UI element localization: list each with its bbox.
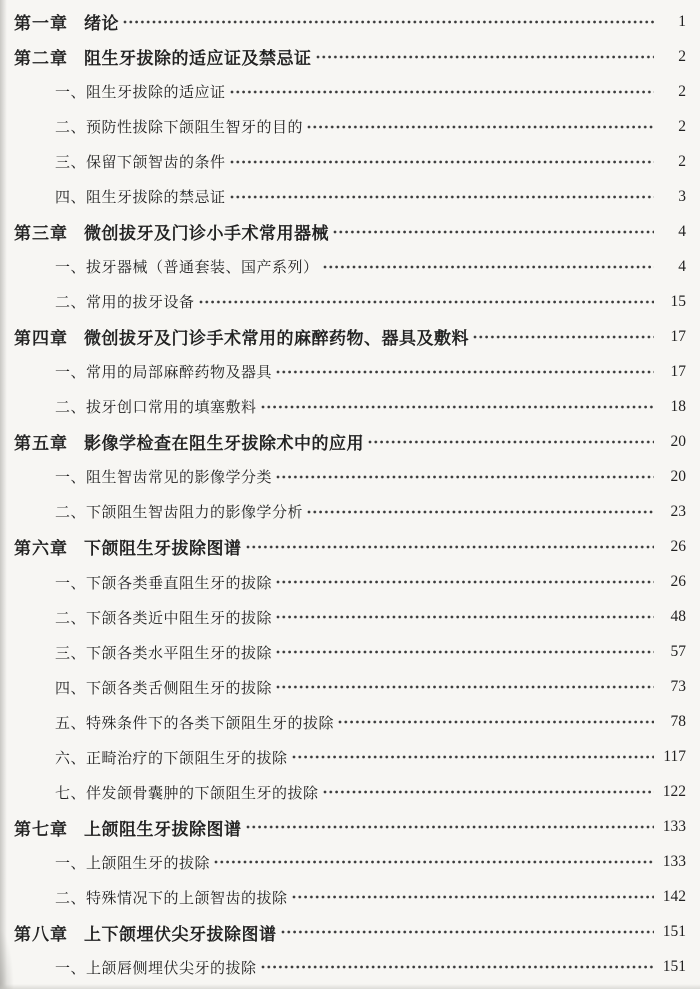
toc-entry: [14, 354, 686, 389]
entry-title: 微创拔牙及门诊手术常用的麻醉药物、器具及敷料: [84, 329, 469, 349]
dot-leader: [307, 510, 654, 514]
dot-leader: [316, 55, 655, 59]
page-number: 2: [678, 152, 686, 170]
entry-title: 一、上颌阻生牙的拔除: [55, 855, 211, 872]
page-number: 17: [670, 327, 686, 345]
dot-leader: [230, 160, 654, 164]
page-number: 26: [670, 573, 686, 591]
dot-leader: [323, 265, 654, 269]
page-number: 1: [678, 12, 686, 30]
entry-title: 二、特殊情况下的上颌智齿的拔除: [55, 890, 288, 907]
entry-title: 五、特殊条件下的各类下颌阻生牙的拔除: [55, 715, 335, 732]
page-number: 151: [662, 923, 686, 941]
page-number: 73: [670, 678, 686, 696]
chapter-number: 第六章: [14, 539, 68, 559]
page-number: 17: [670, 362, 686, 380]
toc-entry: [14, 424, 686, 459]
page-number: 18: [670, 397, 686, 415]
dot-leader: [261, 405, 654, 409]
entry-title: 一、常用的局部麻醉药物及器具: [55, 365, 273, 382]
page-number: 133: [662, 818, 686, 836]
dot-leader: [246, 825, 655, 829]
chapter-number: 第一章: [14, 14, 68, 34]
chapter-number: 第五章: [14, 434, 68, 454]
entry-title: 影像学检查在阻生牙拔除术中的应用: [84, 434, 364, 454]
chapter-number: 第八章: [14, 924, 68, 944]
toc-entry: [14, 284, 686, 319]
dot-leader: [246, 545, 655, 549]
toc-entry: [14, 600, 686, 635]
dot-leader: [230, 90, 654, 94]
entry-title: 一、下颌各类垂直阻生牙的拔除: [55, 575, 273, 592]
dot-leader: [123, 20, 654, 24]
dot-leader: [338, 720, 654, 724]
entry-title: 一、阻生智齿常见的影像学分类: [55, 470, 273, 487]
entry-title: 六、正畸治疗的下颌阻生牙的拔除: [55, 750, 288, 767]
dot-leader: [281, 930, 655, 934]
entry-title: 上颌阻生牙拔除图谱: [84, 819, 242, 839]
page-number: 48: [670, 608, 686, 626]
page-number: 4: [678, 257, 686, 275]
dot-leader: [292, 895, 654, 899]
page-number: 2: [678, 47, 686, 65]
page-number: 122: [662, 783, 686, 801]
toc-entry: [14, 810, 686, 845]
toc-entry: [14, 705, 686, 740]
dot-leader: [368, 440, 654, 444]
dot-leader: [276, 475, 654, 479]
toc-entry: [14, 39, 686, 74]
toc-entry: [14, 74, 686, 109]
entry-title: 三、下颌各类水平阻生牙的拔除: [55, 645, 273, 662]
entry-title: 四、下颌各类舌侧阻生牙的拔除: [55, 680, 273, 697]
toc-entry: [14, 845, 686, 880]
toc-entry: [14, 635, 686, 670]
entry-title: 二、下颌阻生智齿阻力的影像学分析: [55, 505, 304, 522]
entry-title: 二、常用的拔牙设备: [55, 295, 195, 312]
entry-title: 绪论: [84, 14, 119, 34]
chapter-number: 第四章: [14, 329, 68, 349]
toc-entry: [14, 880, 686, 915]
page-number: 2: [678, 82, 686, 100]
dot-leader: [230, 195, 654, 199]
dot-leader: [261, 965, 654, 969]
page-number: 15: [670, 292, 686, 310]
toc-entry: [14, 459, 686, 494]
dot-leader: [333, 230, 654, 234]
dot-leader: [214, 860, 654, 864]
entry-title: 四、阻生牙拔除的禁忌证: [55, 190, 226, 207]
page-number: 117: [663, 748, 686, 766]
page-number: 20: [670, 432, 686, 450]
dot-leader: [292, 755, 654, 759]
dot-leader: [276, 615, 654, 619]
chapter-number: 第二章: [14, 49, 68, 69]
entry-title: 下颌阻生牙拔除图谱: [84, 539, 242, 559]
dot-leader: [323, 790, 654, 794]
toc-entry: [14, 565, 686, 600]
dot-leader: [276, 370, 654, 374]
entry-title: 二、预防性拔除下颌阻生智牙的目的: [55, 120, 304, 137]
toc-entry: [14, 109, 686, 144]
toc-entry: [14, 319, 686, 354]
chapter-number: 第三章: [14, 224, 68, 244]
toc-entry: [14, 529, 686, 564]
page-number: 20: [670, 467, 686, 485]
toc-entry: [14, 775, 686, 810]
toc-entry: [14, 389, 686, 424]
entry-title: 一、阻生牙拔除的适应证: [55, 85, 226, 102]
entry-title: 二、下颌各类近中阻生牙的拔除: [55, 610, 273, 627]
dot-leader: [276, 580, 654, 584]
dot-leader: [276, 650, 654, 654]
page-number: 26: [670, 537, 686, 555]
toc-entry: [14, 214, 686, 249]
entry-title: 微创拔牙及门诊小手术常用器械: [84, 224, 329, 244]
chapter-number: 第七章: [14, 819, 68, 839]
page-number: 2: [678, 117, 686, 135]
page-number: 57: [670, 643, 686, 661]
toc-entry: [14, 4, 686, 39]
entry-title: 二、拔牙创口常用的填塞敷料: [55, 400, 257, 417]
page-number: 151: [662, 958, 686, 976]
toc-entry: [14, 494, 686, 529]
page-number: 4: [678, 222, 686, 240]
entry-title: 三、保留下颌智齿的条件: [55, 155, 226, 172]
toc-entry: [14, 144, 686, 179]
dot-leader: [307, 125, 654, 129]
page-number: 23: [670, 502, 686, 520]
toc-entry: [14, 670, 686, 705]
dot-leader: [276, 685, 654, 689]
entry-title: 上下颌埋伏尖牙拔除图谱: [84, 924, 277, 944]
toc-entry: [14, 950, 686, 985]
page-number: 78: [670, 713, 686, 731]
page-number: 3: [678, 187, 686, 205]
toc-entry: [14, 249, 686, 284]
toc-entry: [14, 740, 686, 775]
dot-leader: [199, 300, 654, 304]
page-number: 142: [662, 888, 686, 906]
entry-title: 一、拔牙器械（普通套装、国产系列）: [55, 260, 319, 277]
page-number: 133: [662, 853, 686, 871]
dot-leader: [473, 335, 654, 339]
entry-title: 一、上颌唇侧埋伏尖牙的拔除: [55, 960, 257, 977]
toc-entry: [14, 179, 686, 214]
entry-title: 阻生牙拔除的适应证及禁忌证: [84, 49, 312, 69]
entry-title: 七、伴发颌骨囊肿的下颌阻生牙的拔除: [55, 785, 319, 802]
toc-entry: [14, 915, 686, 950]
